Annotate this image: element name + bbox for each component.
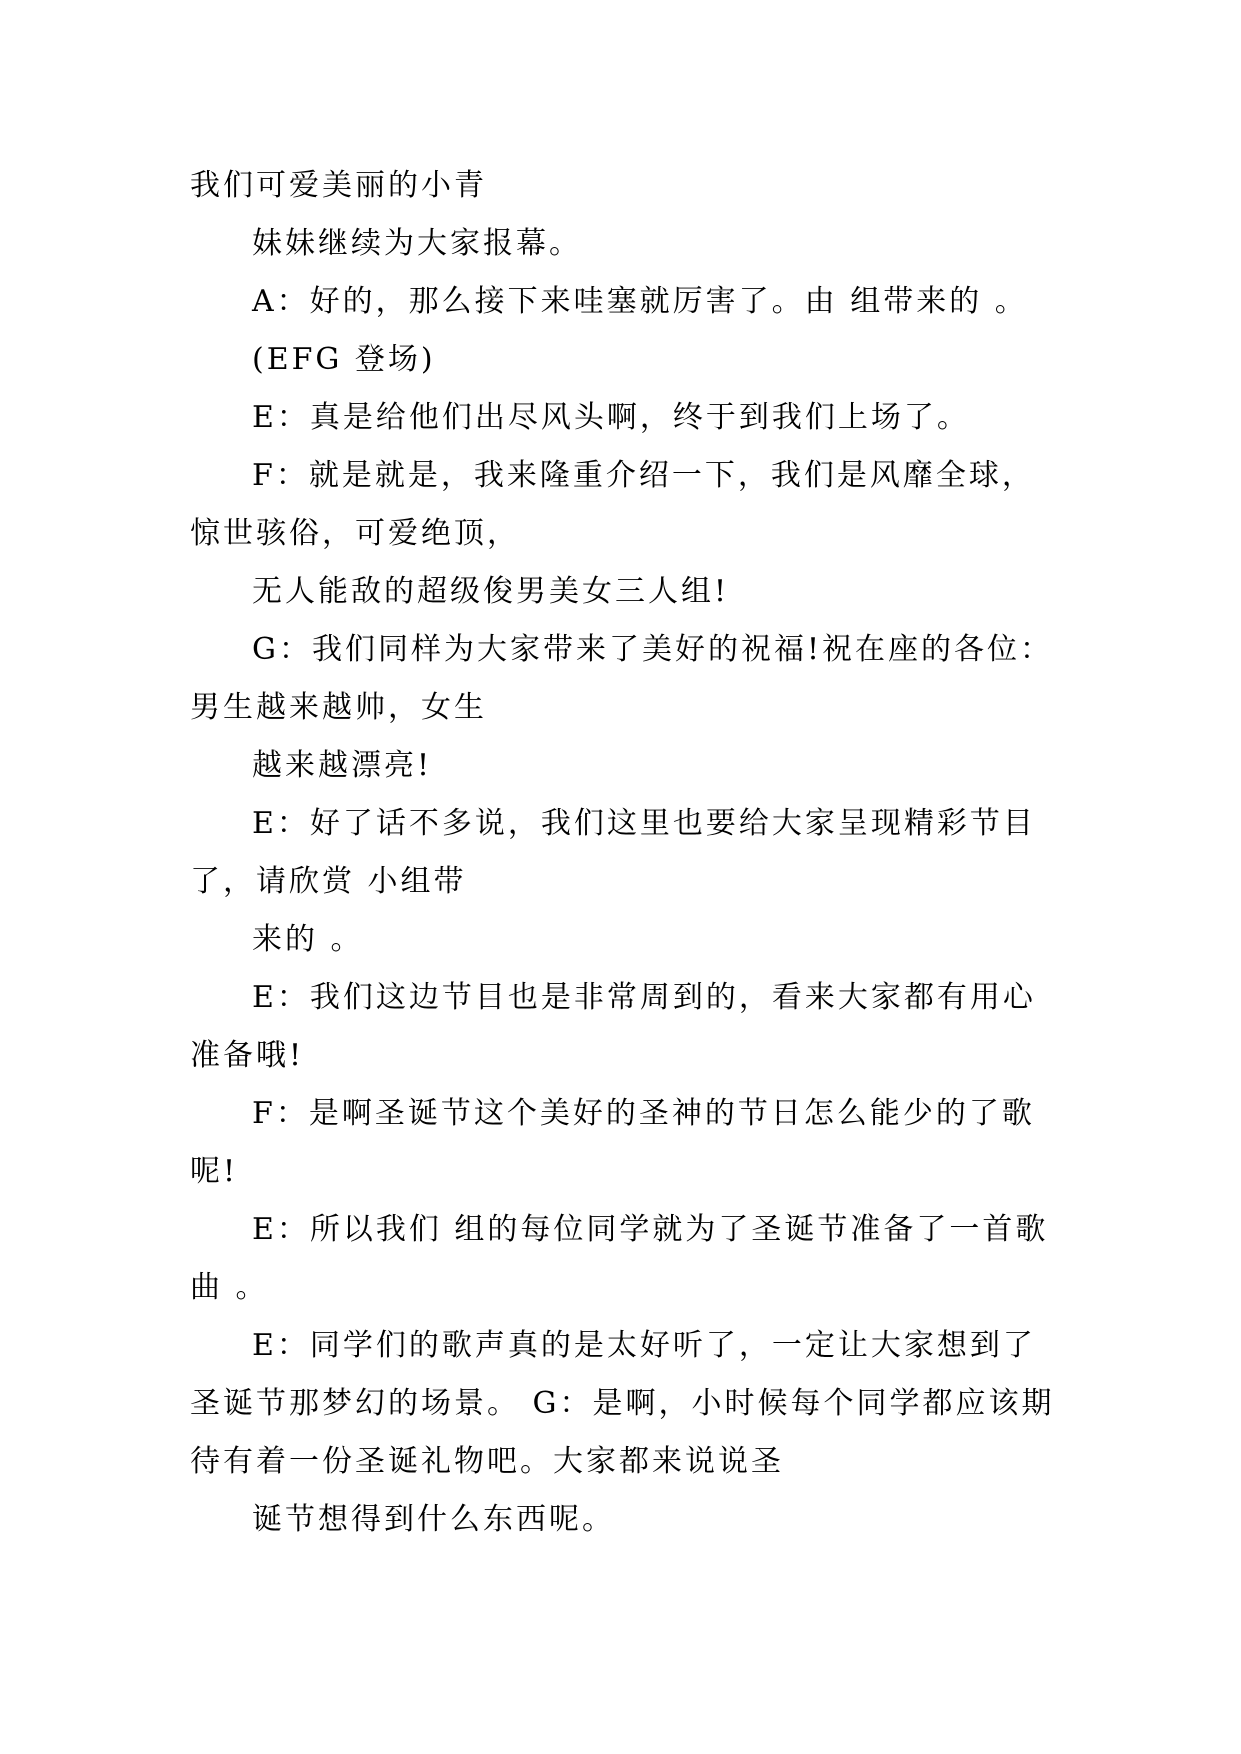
- text-line: 来的 。: [252, 922, 364, 957]
- text-line: E：好了话不多说，我们这里也要给大家呈现精彩节目: [252, 806, 1036, 841]
- text-line: 越来越漂亮!: [252, 748, 433, 783]
- text-line: F：就是就是，我来隆重介绍一下，我们是风靡全球，: [252, 458, 1035, 493]
- text-line: 准备哦!: [190, 1038, 305, 1073]
- text-line: 了，请欣赏 小组带: [190, 864, 467, 899]
- text-line: 男生越来越帅，女生: [190, 690, 487, 725]
- text-line: (EFG 登场): [252, 342, 436, 377]
- text-line: E：同学们的歌声真的是太好听了，一定让大家想到了: [252, 1328, 1036, 1363]
- text-line: 诞节想得到什么东西呢。: [252, 1502, 615, 1537]
- text-line: 曲 。: [190, 1270, 269, 1305]
- text-line: 惊世骇俗，可爱绝顶，: [190, 516, 520, 551]
- text-line: F：是啊圣诞节这个美好的圣神的节日怎么能少的了歌: [252, 1096, 1035, 1131]
- text-line: E：我们这边节目也是非常周到的，看来大家都有用心: [252, 980, 1036, 1015]
- text-line: 圣诞节那梦幻的场景。 G：是啊，小时候每个同学都应该期: [190, 1386, 1055, 1421]
- text-line: 待有着一份圣诞礼物吧。大家都来说说圣: [190, 1444, 784, 1479]
- text-line: A：好的，那么接下来哇塞就厉害了。由 组带来的 。: [252, 284, 1028, 319]
- text-line: 呢!: [190, 1154, 239, 1189]
- text-line: G：我们同样为大家带来了美好的祝福!祝在座的各位：: [252, 632, 1054, 667]
- text-line: 无人能敌的超级俊男美女三人组!: [252, 574, 730, 609]
- text-line: E：所以我们 组的每位同学就为了圣诞节准备了一首歌: [252, 1212, 1049, 1247]
- text-line: 妹妹继续为大家报幕。: [252, 226, 582, 261]
- text-line: 我们可爱美丽的小青: [190, 168, 487, 203]
- text-line: E：真是给他们出尽风头啊，终于到我们上场了。: [252, 400, 970, 435]
